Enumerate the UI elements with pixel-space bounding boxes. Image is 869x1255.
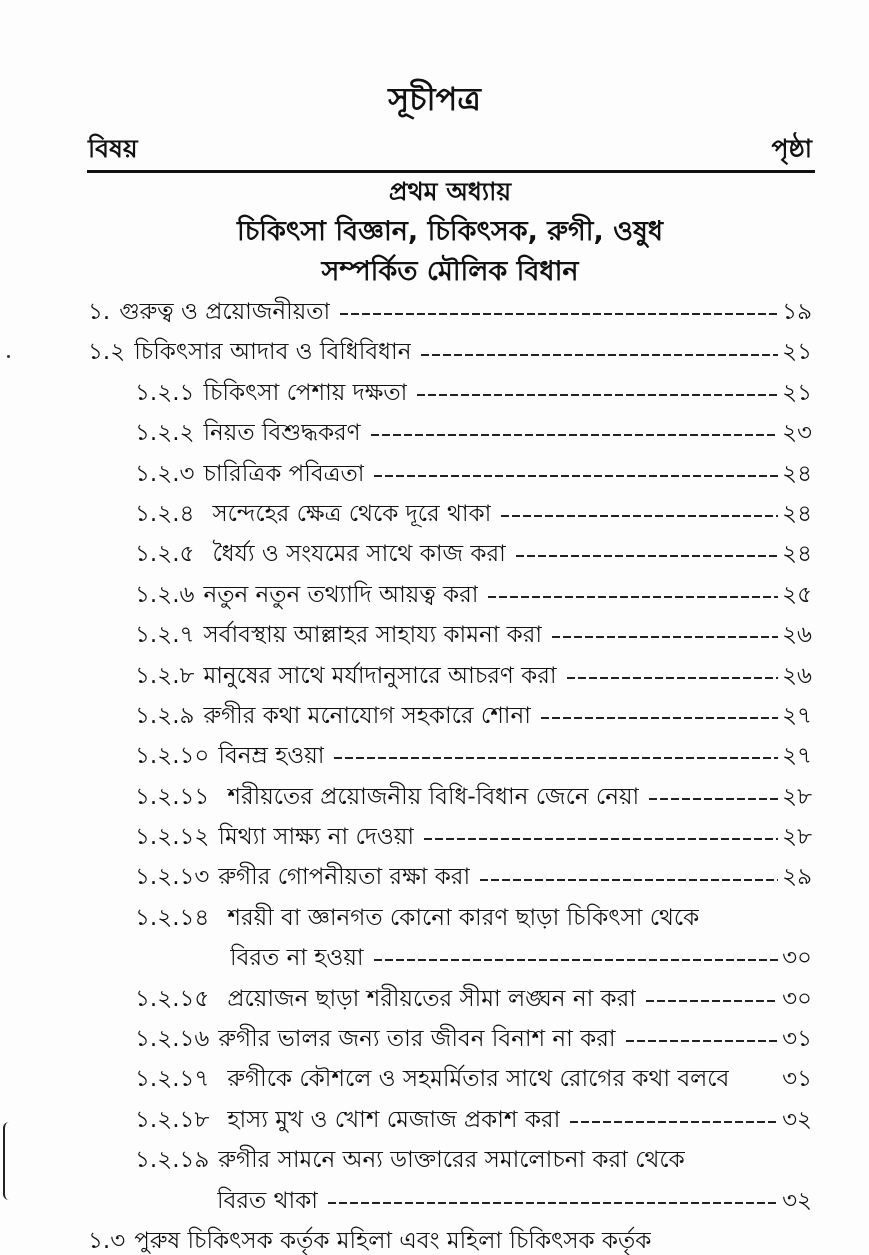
entry-page-number: ৩০ <box>782 985 812 1012</box>
dash-leader <box>371 413 778 453</box>
entry-number: ১.২.৭ <box>135 622 195 649</box>
entry-page-number: ৩১ <box>782 1066 812 1093</box>
entry-page-number: ২৭ <box>782 702 812 729</box>
entry-title: চিকিৎসার আদাব ও বিধিবিধান <box>134 339 412 366</box>
toc-entry <box>0 1100 869 1140</box>
entry-number: ১.২ <box>88 339 126 366</box>
entry-page-number: ২৬ <box>782 662 812 689</box>
entry-title: রুগীর কথা মনোযোগ সহকারে শোনা <box>203 702 531 729</box>
dash-leader <box>374 938 779 978</box>
dash-leader <box>328 1181 778 1221</box>
toc-entry <box>0 1140 869 1180</box>
entry-number: ১.২.৩ <box>135 460 195 487</box>
entry-title-continuation: বিরত না হওয়া <box>230 945 364 972</box>
column-header <box>88 130 812 168</box>
dash-leader <box>626 1019 779 1059</box>
entry-title: হাস্য মুখ ও খোশ মেজাজ প্রকাশ করা <box>227 1106 561 1133</box>
toc-entry <box>0 1059 869 1099</box>
entry-page-number: ৩০ <box>782 945 812 972</box>
dash-leader <box>501 494 778 534</box>
entry-title: রুগীকে কৌশলে ও সহমর্মিতার সাথে রোগের কথা বলবে <box>227 1066 730 1093</box>
entry-title: চিকিৎসা পেশায় দক্ষতা <box>203 379 408 406</box>
dash-leader <box>541 696 778 736</box>
toc-entry-continuation <box>0 1181 869 1221</box>
entry-number: ১.২.১৫ <box>135 985 210 1012</box>
dash-leader <box>567 656 779 696</box>
entry-page-number: ২৪ <box>782 541 812 568</box>
toc-entry-continuation <box>0 938 869 978</box>
entry-page-number: ২১ <box>782 339 812 366</box>
entry-page-number: ৩২ <box>782 1187 812 1214</box>
entry-title: মিথ্যা সাক্ষ্য না দেওয়া <box>218 824 415 851</box>
entry-number: ১.২.৫ <box>135 541 195 568</box>
dash-leader <box>374 454 778 494</box>
entry-title: নিয়ত বিশুদ্ধকরণ <box>203 420 361 447</box>
toc-entry <box>0 373 869 413</box>
toc-entry <box>0 1019 869 1059</box>
dash-leader <box>424 817 778 857</box>
dash-leader <box>646 979 778 1019</box>
toc-entry <box>0 979 869 1019</box>
entry-number: ১.২.১০ <box>135 743 210 770</box>
chapter-heading: প্রথম অধ্যায় <box>388 177 512 206</box>
toc-entry <box>0 1221 869 1255</box>
dash-leader <box>488 575 778 615</box>
entry-title: বিনম্র হওয়া <box>218 743 325 770</box>
page-column-label: পৃষ্ঠা <box>771 134 812 163</box>
entry-number: ১.২.১৬ <box>135 1026 210 1053</box>
entry-title: সন্দেহের ক্ষেত্র থেকে দূরে থাকা <box>212 500 492 527</box>
entry-number: ১.২.৮ <box>135 662 195 689</box>
dash-leader <box>421 332 778 372</box>
dash-leader <box>516 534 778 574</box>
entry-title: ধৈর্য্য ও সংযমের সাথে কাজ করা <box>212 541 506 568</box>
entry-number: ১.২.২ <box>135 420 195 447</box>
dash-leader <box>480 857 778 897</box>
dash-leader <box>570 1100 778 1140</box>
entry-title: সর্বাবস্থায় আল্লাহর সাহায্য কামনা করা <box>203 622 543 649</box>
chapter-subtitle: চিকিৎসা বিজ্ঞান, চিকিৎসক, রুগী, ওষুধ <box>236 216 663 247</box>
toc-entry <box>0 534 869 574</box>
entry-title: গুরুত্ব ও প্রয়োজনীয়তা <box>119 299 331 325</box>
dash-leader <box>552 615 778 655</box>
toc-entry <box>0 454 869 494</box>
toc-entry <box>0 413 869 453</box>
chapter-subtitle: সম্পর্কিত মৌলিক বিধান <box>321 256 579 287</box>
dash-leader <box>334 736 778 776</box>
entry-number: ১.২.১৪ <box>135 904 210 931</box>
entry-page-number: ১৯ <box>782 299 812 325</box>
toc-entry <box>0 615 869 655</box>
toc-entry <box>0 575 869 615</box>
entry-page-number: ৩২ <box>782 1106 812 1133</box>
entry-title: চারিত্রিক পবিত্রতা <box>203 460 365 487</box>
entry-page-number: ২১ <box>782 379 812 406</box>
toc-entry <box>0 494 869 534</box>
entry-number: ১.২.৪ <box>135 500 195 527</box>
entry-title: শরীয়তের প্রয়োজনীয় বিধি-বিধান জেনে নেয়া <box>227 783 640 810</box>
entry-title-continuation: বিরত থাকা <box>217 1187 318 1214</box>
entry-number: ১.২.৯ <box>135 702 195 729</box>
entry-page-number: ৩১ <box>782 1026 812 1053</box>
entry-number: ১.২.১ <box>135 379 195 406</box>
toc-entry <box>0 292 869 332</box>
entry-number: ১.২.১৭ <box>135 1066 210 1093</box>
entry-page-number: ২৮ <box>782 824 812 851</box>
entry-page-number: ২৫ <box>782 581 812 608</box>
entry-number: ১.২.১৩ <box>135 864 210 891</box>
entry-title: মানুষের সাথে মর্যাদানুসারে আচরণ করা <box>203 662 557 689</box>
toc-entry <box>0 857 869 897</box>
entry-page-number: ২৩ <box>782 420 812 447</box>
entry-number: ১. <box>88 299 111 325</box>
table-of-contents <box>0 292 869 1255</box>
entry-page-number: ২৭ <box>782 743 812 770</box>
entry-title: শরয়ী বা জ্ঞানগত কোনো কারণ ছাড়া চিকিৎসা থেকে <box>227 904 700 931</box>
entry-number: ১.২.১২ <box>135 824 210 851</box>
subject-column-label: বিষয় <box>88 134 138 163</box>
toc-entry <box>0 656 869 696</box>
entry-title: রুগীর গোপনীয়তা রক্ষা করা <box>218 864 471 891</box>
dash-leader <box>649 777 778 817</box>
header-divider <box>87 170 815 173</box>
entry-page-number: ২৪ <box>782 500 812 527</box>
toc-entry <box>0 736 869 776</box>
entry-title: পুরুষ চিকিৎসক কর্তৃক মহিলা এবং মহিলা চিকিৎসক কর্তৃক <box>134 1227 652 1254</box>
toc-entry <box>0 777 869 817</box>
entry-number: ১.৩ <box>88 1227 126 1254</box>
entry-page-number: ২৪ <box>782 460 812 487</box>
dash-leader <box>340 292 778 332</box>
page-title: সূচীপত্র <box>388 80 481 118</box>
entry-number: ১.২.১৯ <box>135 1147 210 1174</box>
entry-title: নতুন নতুন তথ্যাদি আয়ত্ব করা <box>203 581 479 608</box>
entry-page-number: ২৮ <box>782 783 812 810</box>
toc-entry <box>0 332 869 372</box>
entry-page-number: ২৯ <box>782 864 812 891</box>
entry-title: রুগীর সামনে অন্য ডাক্তারের সমালোচনা করা থেকে <box>218 1147 685 1174</box>
entry-title: প্রয়োজন ছাড়া শরীয়তের সীমা লঙ্ঘন না করা <box>227 985 636 1012</box>
dash-leader <box>417 373 778 413</box>
toc-entry <box>0 696 869 736</box>
entry-page-number: ২৬ <box>782 622 812 649</box>
toc-entry <box>0 898 869 938</box>
entry-number: ১.২.১৮ <box>135 1106 210 1133</box>
entry-number: ১.২.৬ <box>135 581 195 608</box>
entry-number: ১.২.১১ <box>135 783 210 810</box>
entry-title: রুগীর ভালর জন্য তার জীবন বিনাশ না করা <box>218 1026 616 1053</box>
toc-entry <box>0 817 869 857</box>
